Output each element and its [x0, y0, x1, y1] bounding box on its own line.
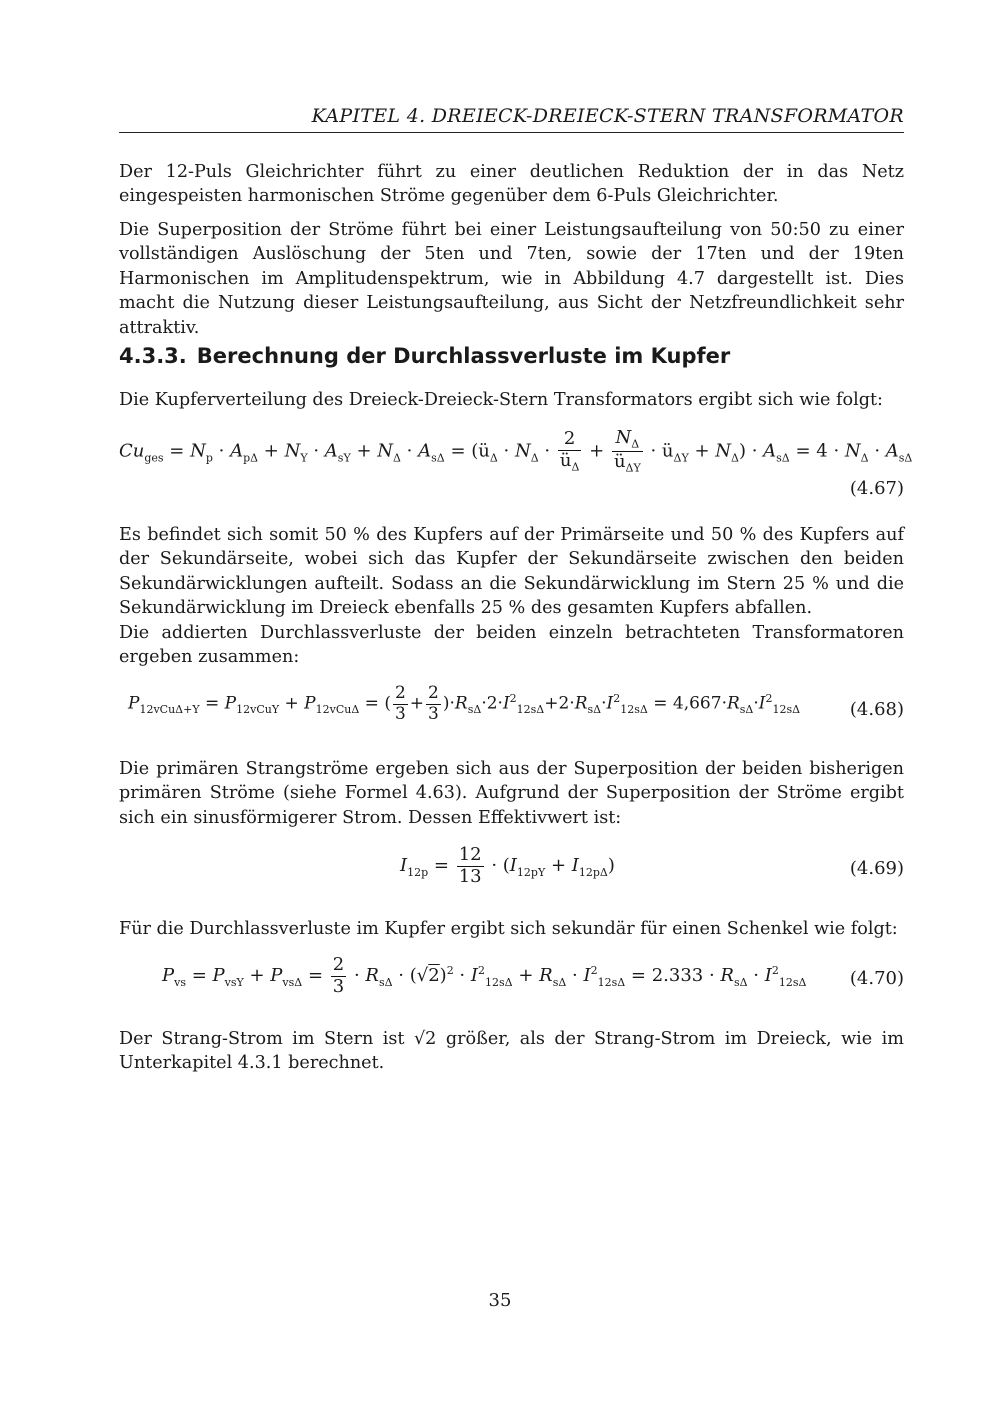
paragraph-6: Die primären Strangströme ergeben sich aus der Superposition der beiden bisherigen primären Ströme (siehe Formel 4.63). Aufgrund der Superposition der Ströme ergibt sich ein sinusförmigerer Strom. Dessen Effektivwert ist:: [119, 759, 904, 828]
section-heading: [119, 344, 730, 368]
paragraph-3: Die Kupferverteilung des Dreieck-Dreieck-Stern Transformators ergibt sich wie folgt:: [119, 390, 883, 410]
paragraph-2: Die Superposition der Ströme führt bei einer Leistungsaufteilung von 50:50 zu einer vollständigen Auslöschung der 5ten und 7ten, sowie der 17ten und der 19ten Harmonischen im Amplitudenspektrum, wie in Abbildung 4.7 dargestellt ist. Dies macht die Nutzung dieser Leistungsaufteilung, aus Sicht der Netzfreundlichkeit sehr attraktiv.: [119, 220, 904, 338]
equation-4-67: $Cu_{ges} = N_p \cdot A_{p\Delta} + N_Y \cdot A_{sY} + N_\Delta \cdot A_{s\Delta}$ = ($ü_\Delta \cdot N_\Delta$ · $\frac{2}{ü_\Delta}$ + $\frac{N_\Delta}{ü_{\Delta Y}}$ · $ü_{\Delta Y} + N_\Delta) \cdot A_{s\Delta} = 4 \cdot N_\Delta \cdot A_{s\Delta}$: [119, 427, 913, 475]
equation-4-70: $P_{vs} = P_{vsY} + P_{vs\Delta}$ = $\frac{2}{3}$ · $R_{s\Delta} \cdot (√2)^2 \cdot I^2_{12s\Delta} + R_{s\Delta} \cdot I^2_{12s\Delta} = 2.333 \cdot R_{s\Delta} \cdot I^2_{12s\Delta}$: [162, 954, 807, 997]
paragraph-7: Für die Durchlassverluste im Kupfer ergibt sich sekundär für einen Schenkel wie folgt:: [119, 919, 898, 939]
equation-number-4-68: (4.68): [849, 699, 904, 720]
equation-4-68: $P_{12vCu\Delta+Y} = P_{12vCuY} + P_{12vCu\Delta}$ = ( $\frac{2}{3}$ + $\frac{2}{3}$ )$\cdot R_{s\Delta}\cdot 2\cdot I^2_{12s\Delta}+2\cdot R_{s\Delta}\cdot I^2_{12s\Delta} = 4,667\cdot R_{s\Delta}\cdot I^2_{12s\Delta}$: [128, 683, 801, 724]
paragraph-1: Der 12-Puls Gleichrichter führt zu einer deutlichen Reduktion der in das Netz eingespeisten harmonischen Ströme gegenüber dem 6-Puls Gleichrichter.: [119, 162, 904, 207]
paragraph-8-text-a: Der Strang-Strom im Stern ist: [119, 1029, 414, 1049]
paragraph-8-text-b: größer, als der Strang-Strom im Dreieck, wie im Unterkapitel 4.3.1 berechnet.: [119, 1029, 904, 1074]
equation-4-69: $I_{12p}$ = $\frac{12}{13}$ · $(I_{12pY} + I_{12p\Delta})$: [400, 844, 615, 887]
page-number: 35: [488, 1290, 512, 1311]
paragraph-5: Die addierten Durchlassverluste der beiden einzeln betrachteten Transformatoren ergeben zusammen:: [119, 623, 904, 668]
sqrt-two: √2: [413, 1029, 437, 1049]
paragraph-8: [119, 1027, 904, 1076]
running-head: KAPITEL 4. DREIECK-DREIECK-STERN TRANSFORMATOR: [311, 105, 904, 127]
equation-number-4-67: (4.67): [849, 478, 904, 499]
equation-number-4-69: (4.69): [849, 858, 904, 879]
section-title: Berechnung der Durchlassverluste im Kupfer: [196, 344, 731, 368]
paragraph-4: Es befindet sich somit 50 % des Kupfers auf der Primärseite und 50 % des Kupfers auf der Sekundärseite, wobei sich das Kupfer der Sekundärseite zwischen den beiden Sekundärwicklungen aufteilt. Sodass an die Sekundärwicklung im Stern 25 % und die Sekundärwicklung im Dreieck ebenfalls 25 % des gesamten Kupfers abfallen.: [119, 525, 904, 619]
equation-number-4-70: (4.70): [849, 968, 904, 989]
header-rule: [119, 132, 904, 133]
section-number: 4.3.3.: [119, 344, 187, 368]
